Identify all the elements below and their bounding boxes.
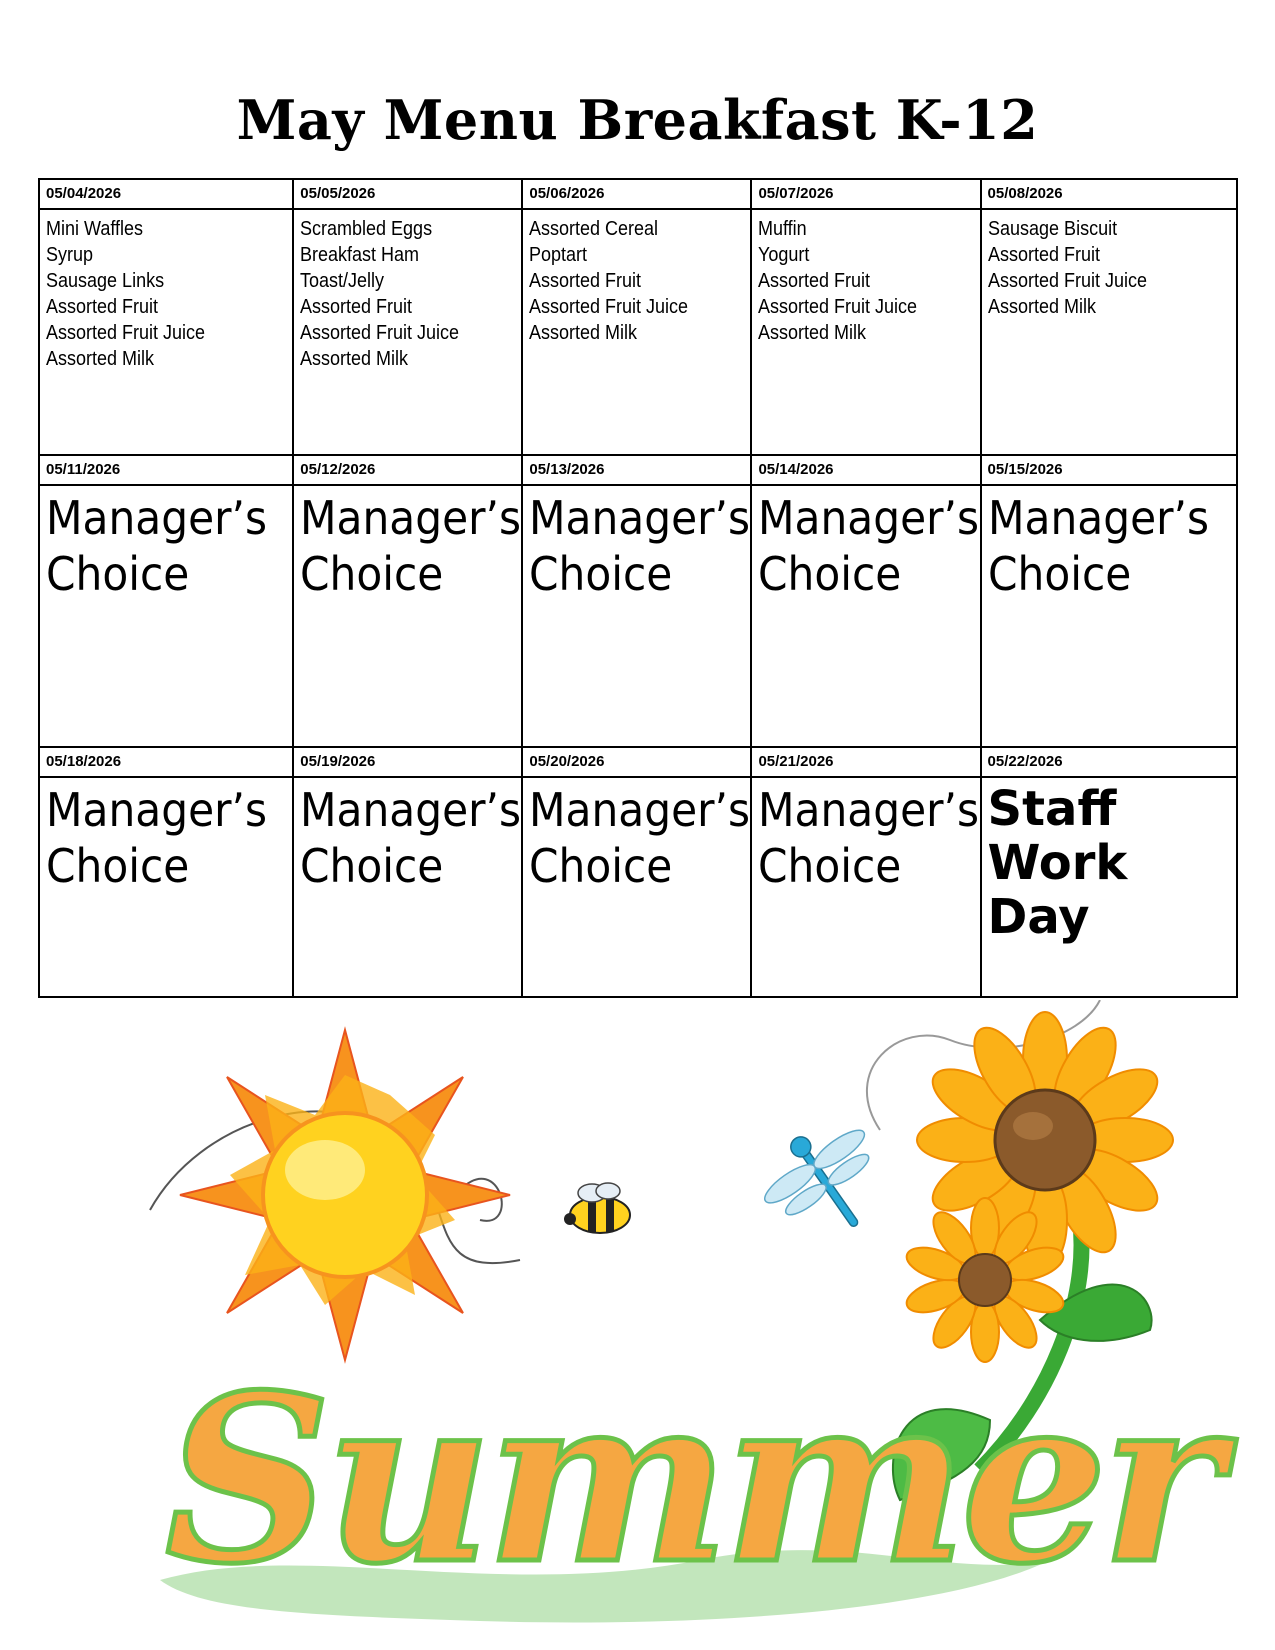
summer-word-art: Summer: [165, 1345, 1217, 1615]
cell-line: Manager’s: [300, 783, 522, 837]
menu-item: Assorted Fruit Juice: [300, 322, 460, 344]
cell-line: Choice: [758, 547, 902, 601]
date-cell: 05/19/2026: [293, 747, 522, 777]
bee-icon: [564, 1183, 630, 1233]
menu-item: Assorted Fruit Juice: [758, 296, 918, 318]
menu-item: Assorted Fruit: [46, 296, 159, 318]
menu-item: Assorted Fruit: [758, 270, 871, 292]
menu-cell: [39, 209, 293, 455]
date-cell: 05/05/2026: [293, 179, 522, 209]
menu-item: Assorted Milk: [529, 322, 638, 344]
menu-item: Assorted Milk: [46, 348, 155, 370]
cell-line: Manager’s: [758, 491, 980, 545]
cell-line: Work: [987, 835, 1128, 891]
cell-line: Manager’s: [300, 491, 522, 545]
menu-item: Assorted Cereal: [529, 218, 659, 240]
menu-cell: [293, 209, 522, 455]
cell-line: Choice: [300, 547, 444, 601]
cell-line: Choice: [300, 839, 444, 893]
menu-cell: [751, 209, 980, 455]
cell-line: Choice: [529, 839, 673, 893]
cell-line: Choice: [46, 839, 190, 893]
menu-item: Assorted Fruit: [300, 296, 413, 318]
date-cell: 05/11/2026: [39, 455, 293, 485]
cell-line: Manager’s: [987, 491, 1209, 545]
dragonfly-icon: [746, 1104, 905, 1260]
date-cell: 05/12/2026: [293, 455, 522, 485]
menu-item: Assorted Milk: [758, 322, 867, 344]
menu-item: Assorted Fruit Juice: [987, 270, 1147, 292]
date-cell: 05/04/2026: [39, 179, 293, 209]
menu-row: [39, 485, 1237, 747]
menu-item: Sausage Biscuit: [987, 218, 1117, 240]
cell-line: Manager’s: [46, 783, 268, 837]
cell-line: Choice: [529, 547, 673, 601]
cell-line: Choice: [758, 839, 902, 893]
date-cell: 05/13/2026: [522, 455, 751, 485]
menu-item: Assorted Fruit: [529, 270, 642, 292]
cell-line: Choice: [46, 547, 190, 601]
menu-row: [39, 777, 1237, 997]
managers-choice-cell: [293, 485, 522, 747]
sun-icon: [180, 1030, 510, 1360]
menu-item: Assorted Fruit Juice: [529, 296, 689, 318]
menu-item: Assorted Milk: [987, 296, 1096, 318]
menu-item: Sausage Links: [46, 270, 165, 292]
cell-line: Day: [987, 889, 1090, 945]
cell-line: Manager’s: [758, 783, 980, 837]
cell-line: Manager’s: [46, 491, 268, 545]
menu-item: Toast/Jelly: [300, 270, 385, 292]
managers-choice-cell: [981, 485, 1237, 747]
menu-item: Poptart: [529, 244, 588, 266]
menu-cell: [522, 209, 751, 455]
menu-item: Breakfast Ham: [300, 244, 420, 266]
date-row: [39, 179, 1237, 209]
managers-choice-cell: [751, 777, 980, 997]
date-cell: 05/20/2026: [522, 747, 751, 777]
managers-choice-cell: [522, 777, 751, 997]
cell-line: Staff: [987, 781, 1117, 837]
managers-choice-cell: [293, 777, 522, 997]
date-cell: 05/22/2026: [981, 747, 1237, 777]
managers-choice-cell: [522, 485, 751, 747]
menu-item: Assorted Fruit: [987, 244, 1100, 266]
staff-work-day-cell: [981, 777, 1237, 997]
date-cell: 05/08/2026: [981, 179, 1237, 209]
menu-item: Assorted Milk: [300, 348, 409, 370]
date-cell: 05/15/2026: [981, 455, 1237, 485]
menu-item: Yogurt: [758, 244, 810, 266]
page-title: May Menu Breakfast K-12: [236, 88, 1039, 152]
menu-item: Mini Waffles: [46, 218, 144, 240]
menu-item: Syrup: [46, 244, 94, 266]
managers-choice-cell: [751, 485, 980, 747]
cell-line: Manager’s: [529, 783, 751, 837]
date-cell: 05/06/2026: [522, 179, 751, 209]
menu-item: Assorted Fruit Juice: [46, 322, 206, 344]
cell-line: Manager’s: [529, 491, 751, 545]
managers-choice-cell: [39, 777, 293, 997]
date-cell: 05/07/2026: [751, 179, 980, 209]
date-cell: 05/21/2026: [751, 747, 980, 777]
menu-calendar: [38, 178, 1238, 998]
cell-line: Choice: [987, 547, 1131, 601]
managers-choice-cell: [39, 485, 293, 747]
menu-item: Scrambled Eggs: [300, 218, 433, 240]
date-row: [39, 747, 1237, 777]
date-row: [39, 455, 1237, 485]
date-cell: 05/18/2026: [39, 747, 293, 777]
menu-item: Muffin: [758, 218, 808, 240]
menu-row: [39, 209, 1237, 455]
menu-cell: [981, 209, 1237, 455]
date-cell: 05/14/2026: [751, 455, 980, 485]
summer-clipart: [0, 1000, 1275, 1640]
